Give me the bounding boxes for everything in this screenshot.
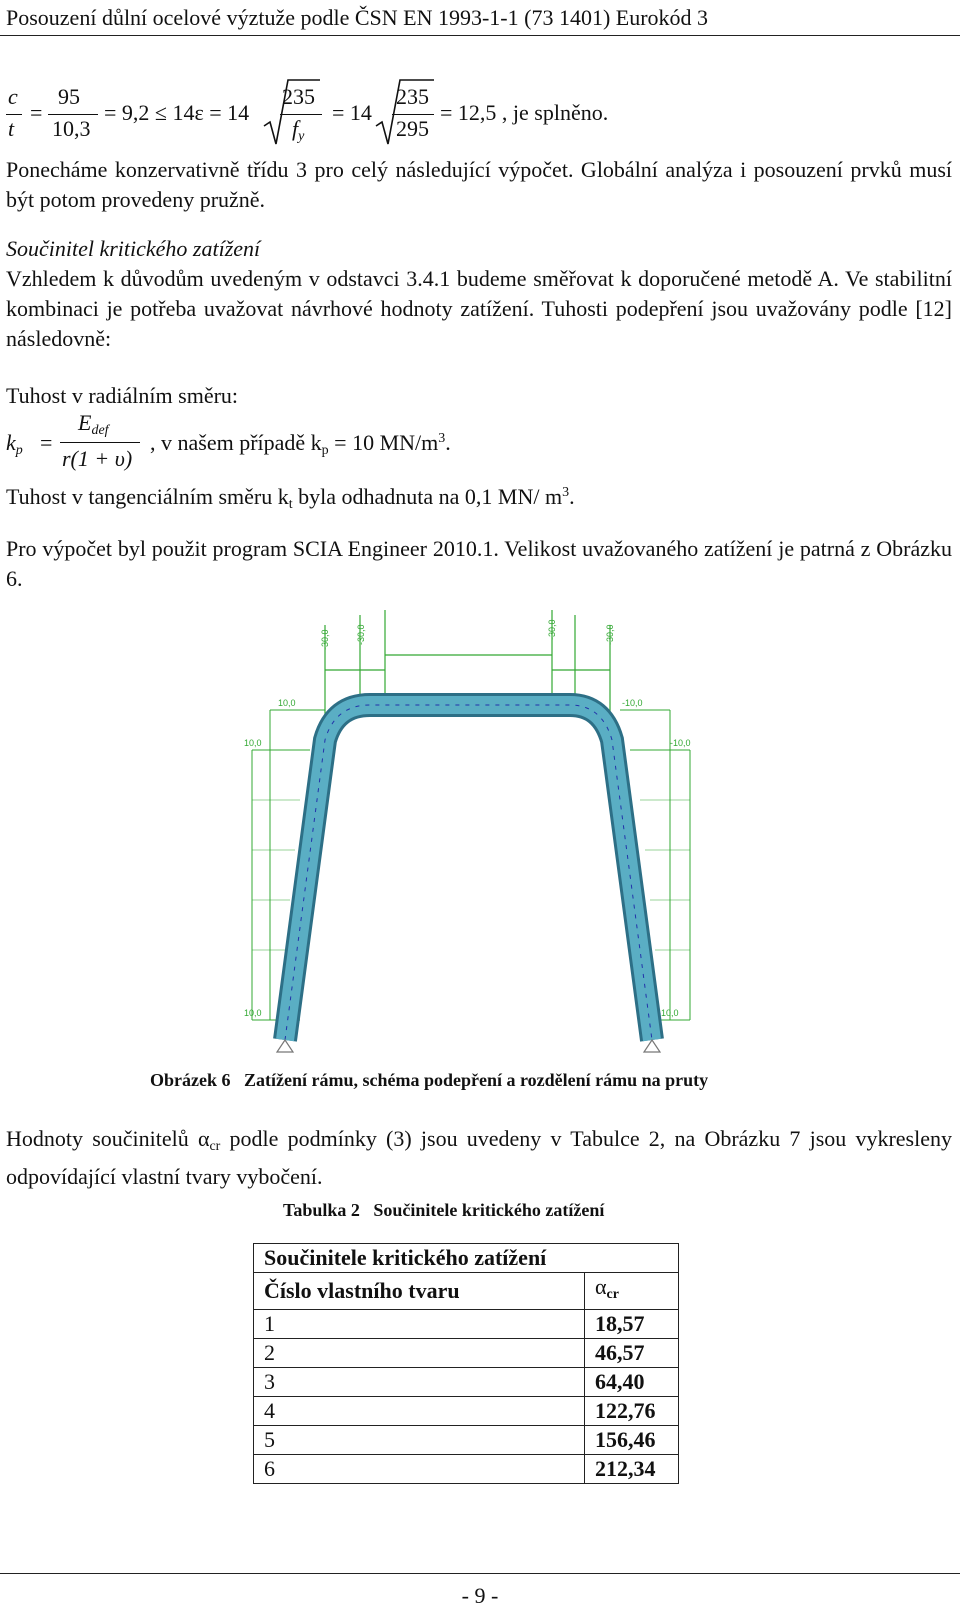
header-title: Posouzení důlní ocelové výztuže podle ČSN EN 1993-1-1 (73 1401) Eurokód 3 <box>6 5 709 30</box>
support-right <box>644 1040 660 1052</box>
sqrt2-num: 235 <box>396 84 429 109</box>
eq1-tail: = 12,5 , je splněno. <box>440 100 609 125</box>
coefficients-table <box>253 1243 679 1484</box>
eq2-equals: = <box>40 430 53 455</box>
eq2-frac-line <box>60 442 140 443</box>
side-label-right-2: -10,0 <box>670 738 691 748</box>
table-cell: 5 <box>254 1426 585 1455</box>
table-cell: 122,76 <box>585 1397 679 1426</box>
table-cell: 64,40 <box>585 1368 679 1397</box>
equation-radial-stiffness <box>6 410 706 482</box>
table-caption: Tabulka 2 Součinitele kritického zatížení <box>283 1200 605 1220</box>
table-cell: 3 <box>254 1368 585 1397</box>
paragraph-alpha: Hodnoty součinitelů $\alpha_{cr}$ podle podmínky (3) jsou uvedeny v Tabulce 2, na Obrázku 7 jsou vykresleny odpovídající vlastní tvary vybočení. <box>6 1126 952 1189</box>
supports <box>277 1040 660 1052</box>
load-labels <box>320 619 615 650</box>
eq2-den: r(1 + υ) <box>62 446 133 471</box>
frame-outline <box>285 705 652 1040</box>
eq1-expr-b: = 14 <box>332 100 372 125</box>
eq1-equals: = <box>30 100 43 125</box>
table-cell: 46,57 <box>585 1339 679 1368</box>
eq1-c: c <box>8 84 18 109</box>
table-title: Součinitele kritického zatížení <box>254 1244 679 1273</box>
sqrt1-num: 235 <box>282 84 315 109</box>
table-cell: 156,46 <box>585 1426 679 1455</box>
sqrt2-den: 295 <box>396 116 429 141</box>
paragraph-class: Ponecháme konzervativně třídu 3 pro celý následující výpočet. Globální analýza i posouzení prvků musí být potom provedeny pružně. <box>6 157 952 212</box>
sqrt2-frac-line <box>392 114 434 115</box>
figure-caption: Obrázek 6 Zatížení rámu, schéma podepření a rozdělení rámu na pruty <box>150 1070 709 1090</box>
eq2-k: $k_p$ <box>6 430 23 458</box>
table-cell: 6 <box>254 1455 585 1484</box>
frame-load-figure <box>230 600 730 1060</box>
footer-rule <box>0 1573 960 1574</box>
eq2-num: $E_{def}$ <box>78 410 109 438</box>
load-label-3: -30,0 <box>547 619 557 640</box>
frame-body <box>285 705 652 1040</box>
eq1-t: t <box>8 116 15 141</box>
table-cell: 212,34 <box>585 1455 679 1484</box>
header-rule <box>0 35 960 36</box>
table-row <box>254 1397 679 1426</box>
support-left <box>277 1040 293 1052</box>
table-row <box>254 1310 679 1339</box>
eq1-frac-line <box>48 114 98 115</box>
equation-class-check <box>6 78 726 148</box>
page-header <box>0 0 960 38</box>
table-header-alpha: $\alpha_{cr}$ <box>585 1273 679 1310</box>
radial-stiffness-label: Tuhost v radiálním směru: <box>6 383 239 408</box>
eq1-den: 10,3 <box>52 116 91 141</box>
table-title-row <box>254 1244 679 1273</box>
tangential-stiffness: Tuhost v tangenciálním směru $k_t$ byla odhadnuta na 0,1 MN/ $m^3$. <box>6 484 575 512</box>
table-row <box>254 1339 679 1368</box>
section-heading: Součinitel kritického zatížení <box>6 236 261 261</box>
table-cell: 1 <box>254 1310 585 1339</box>
eq1-frac-line-ct <box>6 114 22 115</box>
eq1-num: 95 <box>58 84 80 109</box>
side-label-left-2: 10,0 <box>244 738 262 748</box>
sqrt1-den: $f_y$ <box>292 116 305 144</box>
table-cell: 4 <box>254 1397 585 1426</box>
side-label-left-3: 10,0 <box>244 1008 262 1018</box>
load-label-2: -30,0 <box>356 624 366 645</box>
table-header-row <box>254 1273 679 1310</box>
page-number: - 9 - <box>461 1583 499 1608</box>
table-cell: 2 <box>254 1339 585 1368</box>
table-row <box>254 1455 679 1484</box>
side-label-right-1: -10,0 <box>622 698 643 708</box>
eq1-expr-a: = 9,2 ≤ 14ε = 14 <box>104 100 250 125</box>
table-row <box>254 1368 679 1397</box>
load-label-4: -30,0 <box>605 624 615 645</box>
eq2-text: , v našem případě $k_p = 10$ $MN/m^3$. <box>150 430 451 458</box>
side-label-right-3: -10,0 <box>658 1008 679 1018</box>
side-label-left-1: 10,0 <box>278 698 296 708</box>
sqrt1-frac-line <box>280 114 322 115</box>
load-label-1: -30,0 <box>320 629 330 650</box>
table-cell: 18,57 <box>585 1310 679 1339</box>
table-row <box>254 1426 679 1455</box>
paragraph-stiffness: Vzhledem k důvodům uvedeným v odstavci 3.4.1 budeme směřovat k doporučené metodě A. Ve stabilitní kombinaci je potřeba uvažovat návrhové hodnoty zatížení. Tuhosti podepření jsou uvažovány podle [12] následovně: <box>6 266 952 351</box>
table-header-mode: Číslo vlastního tvaru <box>254 1273 585 1310</box>
frame-centerline <box>285 705 652 1040</box>
paragraph-program: Pro výpočet byl použit program SCIA Engineer 2010.1. Velikost uvažovaného zatížení je patrná z Obrázku 6. <box>6 536 952 591</box>
